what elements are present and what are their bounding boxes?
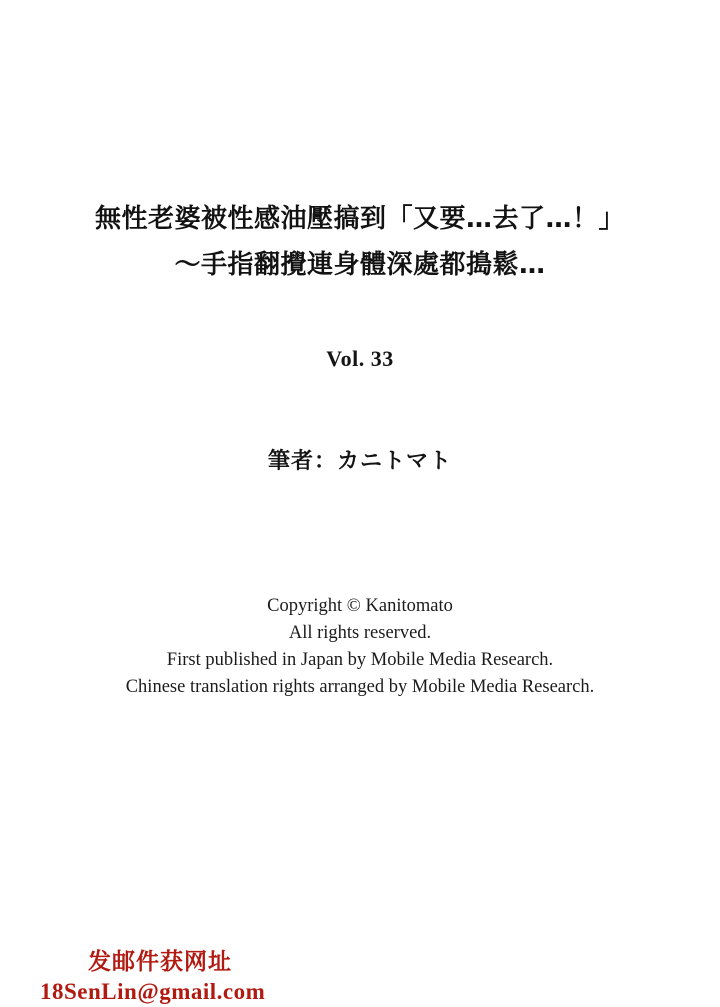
copyright-line-2: All rights reserved.	[288, 623, 432, 643]
copyright-line-3: First published in Japan by Mobile Media Research.	[166, 650, 554, 670]
watermark	[40, 947, 265, 1007]
watermark-line-1: 发邮件获网址	[88, 949, 232, 975]
page-title-line-1: 無性老婆被性感油壓搞到「又要…去了…！」	[94, 204, 625, 234]
copyright-block	[0, 593, 720, 701]
page-title-line-2: ～手指翻攪連身體深處都搗鬆…	[174, 250, 546, 280]
title-block	[0, 196, 720, 288]
volume-label: Vol. 33	[326, 346, 394, 371]
copyright-line-1: Copyright © Kanitomato	[267, 596, 453, 616]
watermark-line-2: 18SenLin@gmail.com	[40, 979, 266, 1004]
author-label: 筆者：カニトマト	[267, 449, 452, 474]
copyright-line-4: Chinese translation rights arranged by Mobile Media Research.	[125, 677, 595, 697]
